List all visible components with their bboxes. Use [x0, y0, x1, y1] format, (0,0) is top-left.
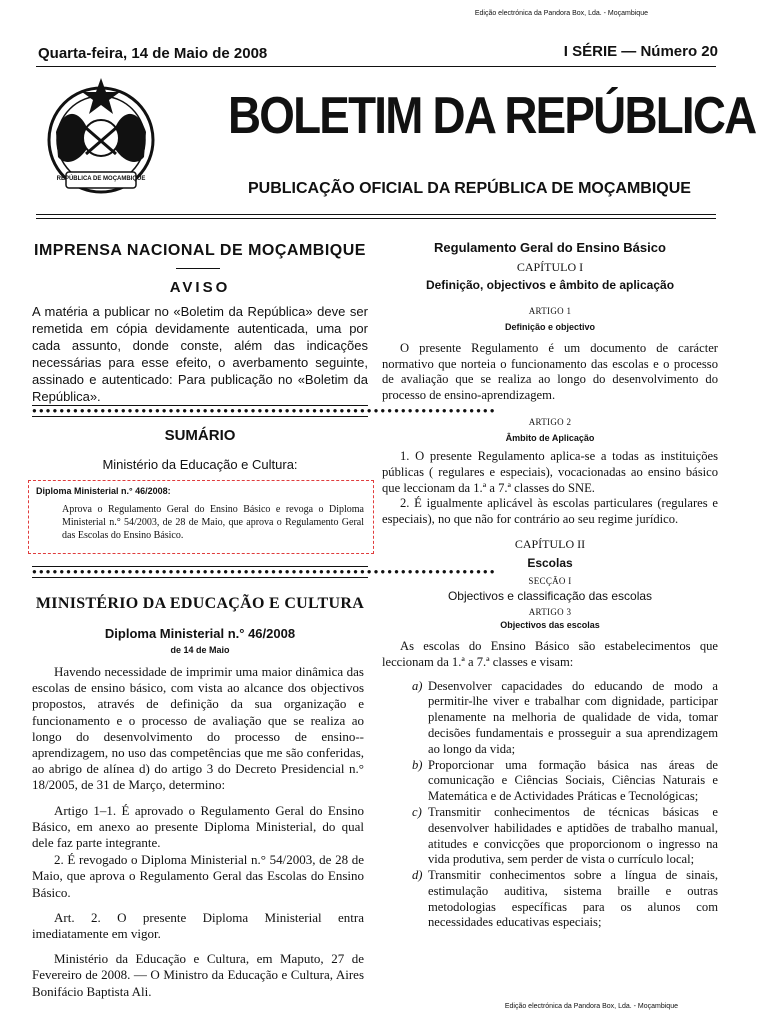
header-rule-1: [36, 214, 716, 215]
diploma-date: de 14 de Maio: [170, 645, 230, 655]
diploma-paragraph: 2. É revogado o Diploma Ministerial n.° 54/2003, de 28 de Maio, que aprova o Regulamento Geral das Escolas do Ensino Básico.: [32, 852, 364, 900]
article-3-title: Objectivos das escolas: [500, 620, 600, 631]
chapter-2-title: Escolas: [527, 556, 573, 571]
chapter-1-title: Definição, objectivos e âmbito de aplicação: [425, 278, 675, 292]
diploma-heading: Diploma Ministerial n.° 46/2008: [104, 626, 296, 641]
sumario-heading: SUMÁRIO: [164, 427, 236, 444]
article-2-title: Âmbito de Aplicação: [505, 433, 595, 444]
ministry-heading: MINISTÉRIO DA EDUCAÇÃO E CULTURA: [35, 595, 365, 612]
dotted-separator-2: ●●●●●●●●●●●●●●●●●●●●●●●●●●●●●●●●●●●●●●●●●●●●●●●●●●●●●●●●●●●●●●●●●●●●: [32, 567, 497, 576]
article-1-text: O presente Regulamento é um documento de carácter normativo que norteia o funcionamento das escolas e o processo de avaliação que se realiza ao longo do desenvolvimento do processo de ensino-aprendizagem.: [382, 341, 718, 402]
list-item: d) Transmitir conhecimentos sobre a língua de sinais, estimulação auditiva, sistema braille e outras metodologias específicas para os alunos com necessidades educativas especiais;: [412, 868, 718, 930]
section-1: SECÇÃO I: [528, 576, 572, 587]
article-1-title: Definição e objectivo: [504, 322, 596, 332]
header-top-rule: [36, 66, 716, 67]
regulation-title: Regulamento Geral do Ensino Básico: [434, 240, 666, 255]
list-item: a) Desenvolver capacidades do educando de modo a permitir-lhe viver e trabalhar com dignidade, participar plenamente na melhoria de qualidade de vida, tomar decisões fundamentais e prosseguir a sua aprendizagem ao longo da vida;: [412, 678, 718, 756]
aviso-title: AVISO: [169, 279, 231, 296]
diploma-summary-text: Aprova o Regulamento Geral do Ensino Básico e revoga o Diploma Ministerial n.° 54/2003, de 28 de Maio, que aprova o Regulamento Geral das Escolas do Ensino Básico.: [62, 504, 364, 541]
aviso-text: A matéria a publicar no «Boletim da República» deve ser remetida em cópia devidamente autenticada, uma por cada assunto, donde conste, além das indicações necessárias para esse efeito, o averbamento seguinte, assinado e autenticado: Para publicação no «Boletim da República».: [32, 304, 368, 404]
publication-title: BOLETIM DA REPÚBLICA: [228, 87, 756, 145]
dotted-separator-1: ●●●●●●●●●●●●●●●●●●●●●●●●●●●●●●●●●●●●●●●●●●●●●●●●●●●●●●●●●●●●●●●●●●●●: [32, 406, 497, 415]
aviso-divider: [176, 268, 220, 269]
article-3-intro: As escolas do Ensino Básico são estabelecimentos que leccionam da 1.ª a 7.ª classes e visam:: [382, 639, 718, 669]
list-item: c) Transmitir conhecimentos de técnicas básicas e desenvolver habilidades e aptidões de trabalho manual, atitudes e convicções que proporcionom o ingresso na vida produtiva, sem perder de vista o currículo local;: [412, 804, 718, 867]
diploma-paragraph: Artigo 1–1. É aprovado o Regulamento Geral do Ensino Básico, em anexo ao presente Diploma Ministerial, do qual dele faz parte integrante.: [32, 802, 364, 851]
section-1-title: Objectivos e classificação das escolas: [447, 589, 653, 604]
regulation-section: [382, 240, 718, 931]
diploma-summary-heading: Diploma Ministerial n.° 46/2008:: [36, 486, 171, 496]
article-3: ARTIGO 3: [528, 607, 572, 618]
issue-date: Quarta-feira, 14 de Maio de 2008: [38, 45, 268, 62]
top-edition-note: Edição electrónica da Pandora Box, Lda. - Moçambique: [474, 10, 648, 17]
publication-subtitle: PUBLICAÇÃO OFICIAL DA REPÚBLICA DE MOÇAMBIQUE: [248, 180, 691, 197]
article-2: ARTIGO 2: [528, 417, 572, 428]
emblem-banner-text: REPÚBLICA DE MOÇAMBIQUE: [56, 176, 146, 182]
diploma-paragraph: Art. 2. O presente Diploma Ministerial entra imediatamente em vigor.: [32, 909, 364, 942]
emblem-icon: [36, 72, 166, 202]
issue-series: I SÉRIE — Número 20: [563, 43, 718, 60]
chapter-2: CAPÍTULO II: [514, 537, 586, 552]
diploma-paragraph: Havendo necessidade de imprimir uma maior dinâmica das escolas de ensino básico, com vista ao alcance dos objectivos propostos, através de definição da sua organização e funcionamento e o processo de avaliação que se realiza ao longo do desenvolvimento do processo de ensino--aprendizagem, no uso das competências que me são conferidas, ao abrigo de alínea d) do artigo 3 do Decreto Presidencial n.° 18/2005, de 31 de Março, determino:: [32, 664, 364, 793]
article-1: ARTIGO 1: [528, 306, 572, 316]
diploma-paragraph: Ministério da Educação e Cultura, em Maputo, 27 de Fevereiro de 2008. — O Ministro da Educação e Cultura, Aires Bonifácio Baptista Ali.: [32, 951, 364, 999]
article-2-para-2: 2. É igualmente aplicável às escolas particulares (regulares e especiais), no que não for contrário ao seu regime jurídico.: [382, 496, 718, 526]
list-item: b) Proporcionar uma formação básica nas áreas de comunicação e Ciências Sociais, Ciências Naturais e Matemática e de Actividades Práticas e Tecnológicas;: [412, 757, 718, 804]
sumario-ministry: Ministério da Educação e Cultura:: [102, 457, 298, 472]
bottom-edition-note: Edição electrónica da Pandora Box, Lda. - Moçambique: [504, 1003, 678, 1010]
imprensa-heading: IMPRENSA NACIONAL DE MOÇAMBIQUE: [34, 242, 366, 259]
header-rule-2: [36, 218, 716, 219]
objectives-list: [382, 679, 718, 932]
diploma-body: [32, 664, 364, 1009]
chapter-1: CAPÍTULO I: [516, 260, 584, 274]
article-2-para-1: 1. O presente Regulamento aplica-se a todas as instituições públicas ( regulares e especiais), vocacionadas ao ensino básico que leccionam da 1.ª a 7.ª classes do SNE.: [382, 449, 718, 495]
